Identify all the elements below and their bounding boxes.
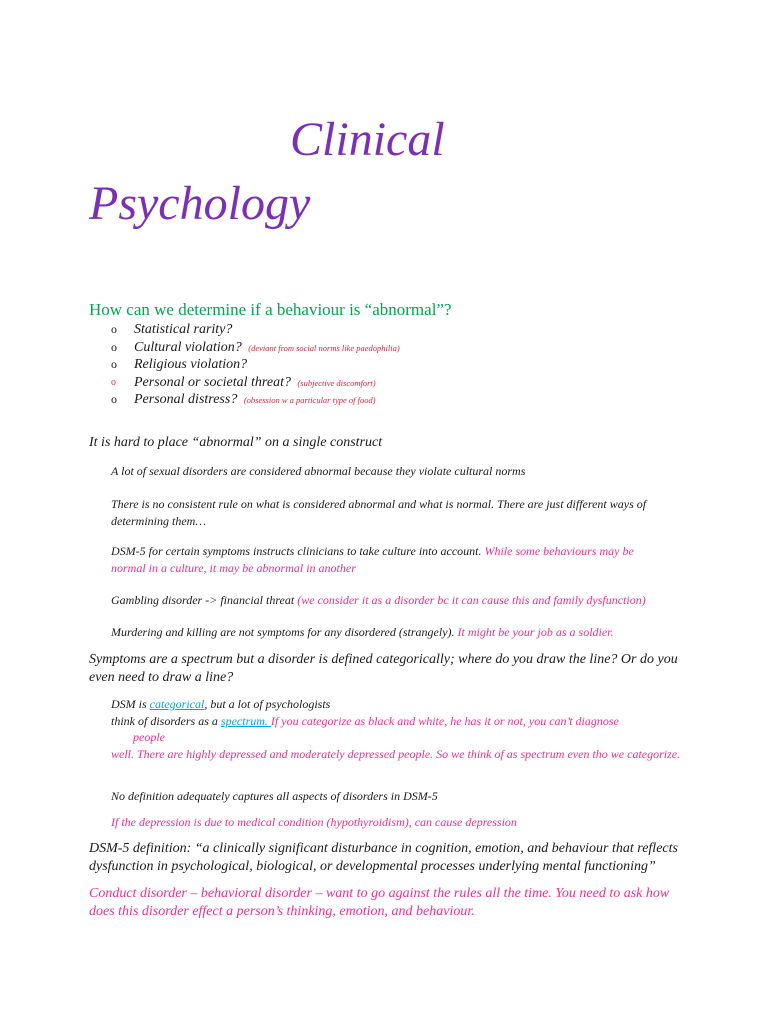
murdering-text: Murdering and killing are not symptoms for any disordered (strangely).: [111, 625, 455, 639]
document-title-line-1: Clinical: [290, 113, 445, 166]
criteria-item: [111, 356, 400, 374]
paragraph-gambling-disorder: [111, 592, 711, 609]
criteria-note: (obsession w a particular type of food): [243, 395, 376, 405]
paragraph-murdering: [111, 624, 711, 641]
spectrum-emphasis: If you categorize as black and white, he has it or not, you can’t diagnose: [270, 713, 619, 728]
criteria-text: Cultural violation?: [134, 339, 242, 355]
dsm-categorical-line-3: people: [133, 730, 165, 744]
dsm5-definition: DSM-5 definition: “a clinically significant disturbance in cognition, emotion, and behaviour that reflects dysfunction in psychological, biological, or developmental processes underlying mental functioning”: [89, 841, 678, 874]
paragraph-sexual-disorders: A lot of sexual disorders are considered abnormal because they violate cultural norms: [111, 464, 526, 478]
bullet-marker: o: [111, 392, 117, 406]
dsm5-culture-emphasis: While some behaviours may be normal in a culture, it may be abnormal in another: [111, 544, 634, 575]
gambling-text: Gambling disorder -> financial threat: [111, 593, 295, 607]
spectrum-lead-text: think of disorders as a: [111, 713, 221, 728]
criteria-text: Statistical rarity?: [134, 322, 233, 337]
categorical-link[interactable]: categorical: [149, 697, 205, 711]
dsm-categorical-line-4: well. There are highly depressed and moderately depressed people. So we think of as spectrum even tho we categorize.: [111, 746, 681, 761]
dsm-categorical-text: DSM is: [111, 697, 150, 711]
bullet-marker: o: [111, 376, 116, 388]
gambling-emphasis: (we consider it as a disorder bc it can cause this and family dysfunction): [297, 593, 646, 607]
dsm5-culture-text: DSM-5 for certain symptoms instructs clinicians to take culture into account.: [111, 544, 482, 558]
criteria-text: Religious violation?: [134, 357, 248, 372]
criteria-text: Personal or societal threat?: [134, 374, 291, 390]
dsm-categorical-line-2: [111, 713, 681, 730]
murdering-emphasis: It might be your job as a soldier.: [457, 625, 614, 639]
criteria-item: [111, 374, 400, 392]
paragraph-medical-condition: If the depression is due to medical condition (hypothyroidism), can cause depression: [111, 815, 517, 829]
criteria-item: [111, 391, 400, 409]
criteria-item: [111, 321, 400, 339]
construct-heading: It is hard to place “abnormal” on a single construct: [89, 435, 383, 450]
conduct-disorder-note: Conduct disorder – behavioral disorder – want to go against the rules all the time. You need to ask how does this disorder effect a person’s thinking, emotion, and behaviour.: [89, 886, 670, 919]
criteria-note: (deviant from social norms like paedophilia): [248, 342, 400, 353]
spectrum-link[interactable]: spectrum.: [220, 713, 271, 728]
bullet-marker: o: [111, 322, 117, 336]
criteria-text: Personal distress?: [134, 392, 238, 407]
paragraph-no-definition: No definition adequately captures all aspects of disorders in DSM-5: [111, 789, 438, 803]
paragraph-dsm5-culture: [111, 543, 671, 576]
paragraph-no-consistent-rule: There is no consistent rule on what is considered abnormal and what is normal. There are just different ways of determining them…: [111, 497, 647, 528]
document-title-line-2: Psychology: [89, 177, 311, 230]
criteria-item: [111, 339, 400, 357]
bullet-marker: o: [111, 339, 117, 354]
paragraph-dsm-categorical: [111, 696, 681, 762]
criteria-note: (subjective discomfort): [297, 377, 376, 388]
abnormality-criteria-list: [111, 321, 400, 409]
bullet-marker: o: [111, 357, 117, 371]
spectrum-heading: Symptoms are a spectrum but a disorder is defined categorically; where do you draw the line? Or do you even need to draw a line?: [89, 652, 678, 685]
dsm-categorical-text-continued: , but a lot of psychologists: [204, 697, 331, 711]
abnormal-question-heading: How can we determine if a behaviour is “abnormal”?: [89, 300, 452, 319]
dsm-categorical-line-1: [111, 696, 681, 713]
